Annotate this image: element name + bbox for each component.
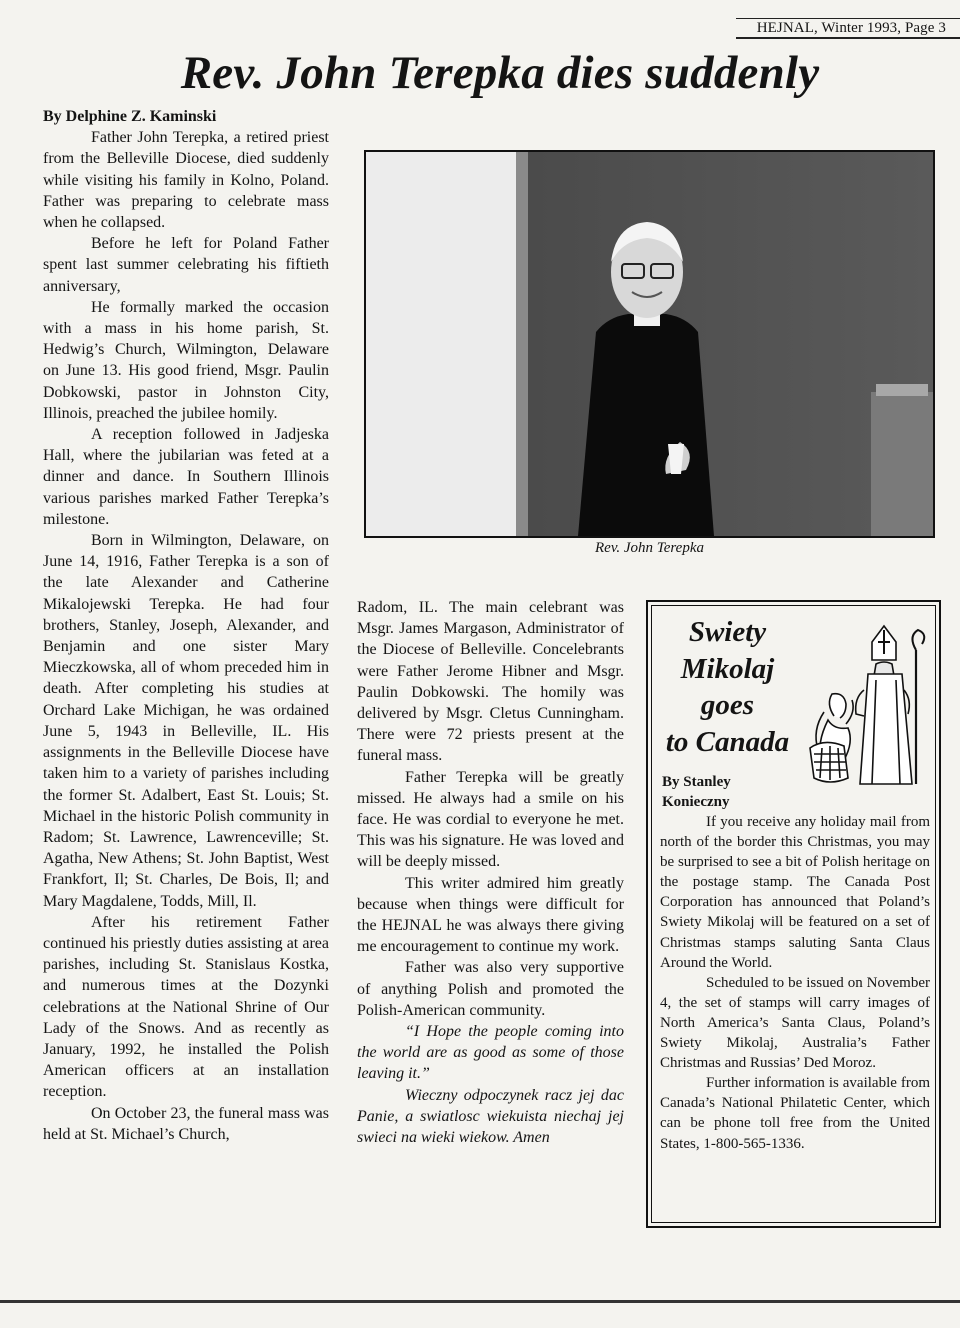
article-paragraph: Before he left for Poland Father spent last summer celebrating his fiftieth anniversary, <box>43 235 329 295</box>
sidebar-paragraph: If you receive any holiday mail from north of the border this Christmas, you may be surprised to see a bit of Polish heritage on the postage stamp. The Canada Post Corporation has announced that Poland’s Swiety Mikolaj will be featured on a set of Christmas stamps saluting Santa Claus Around the World. <box>660 814 930 971</box>
sidebar-byline-line: By Stanley <box>662 774 731 790</box>
sidebar-title-line: Mikolaj <box>680 652 775 685</box>
sidebar-body <box>660 812 930 1154</box>
footer-rule <box>0 1300 960 1303</box>
header-rule <box>736 37 960 39</box>
article-paragraph: A reception followed in Jadjeska Hall, where the jubilarian was feted at a dinner and dance. In Southern Illinois various parishes marked Father Terepka’s milestone. <box>43 426 329 528</box>
article-column-2 <box>357 597 624 1148</box>
article-byline: By Delphine Z. Kaminski <box>43 108 217 125</box>
article-paragraph: Radom, IL. The main celebrant was Msgr. James Margason, Administrator of the Diocese of Belleville. Concelebrants were Father Jerome Hibner and Msgr. Paulin Dobkowski. The homily was delivered by Msgr. Cletus Cunningham. There were 72 priests present at the funeral mass. <box>357 599 624 765</box>
sidebar-title-line: to Canada <box>665 725 790 758</box>
sidebar-paragraph: Further information is available from Canada’s National Philatetic Center, which can be phone toll free from the United States, 1-800-565-1336. <box>660 1075 930 1152</box>
photo-caption: Rev. John Terepka <box>595 540 704 556</box>
sidebar-title-line: Swiety <box>688 616 767 648</box>
priest-photo <box>364 150 935 538</box>
article-paragraph: On October 23, the funeral mass was held at St. Michael’s Church, <box>43 1104 329 1143</box>
sidebar-byline-line: Konieczny <box>662 794 730 810</box>
sidebar-title <box>655 614 800 760</box>
quote-paragraph: “I Hope the people coming into the world are as good as some of those leaving it.” <box>357 1023 624 1083</box>
article-paragraph: He formally marked the occasion with a mass in his home parish, St. Hedwig’s Church, Wilmington, Delaware on June 13. His good friend, Msgr. Paulin Dobkowski, pastor in Johnston City, Illinois, preached the jubilee homily. <box>43 298 329 422</box>
header-top-line <box>736 18 960 19</box>
priest-photo-image <box>366 152 933 536</box>
article-paragraph: Born in Wilmington, Delaware, on June 14, 1916, Father Terepka is a son of the late Alexander and Catherine Mikalojewski Terepka. He had four brothers, Stanley, Joseph, Alexander, and Benjamin and one sister Mary Mieczkowska, all of whom preceded him in death. After completing his studies at Orchard Lake Michigan, he was ordained June 5, 1943 in Belleville, IL. His assignments in the Belleville Diocese have taken him to a variety of parishes including the former St. Adalbert, East St. Louis; St. Michael in the historic Polish community in Radom; St. Lawrence, Lawrenceville; St. Agatha, New Athens; St. John Baptist, West Frankfort, Il; St. Charles, De Bois, Il; and Mary Magdalene, Todds, Mill, Il. <box>43 532 329 910</box>
article-paragraph: Father Terepka will be greatly missed. He always had a smile on his face. He was cordial to everyone he met. This was his signature. He was loved and will be deeply missed. <box>357 768 624 871</box>
article-headline: Rev. John Terepka dies suddenly <box>180 47 820 99</box>
article-paragraph: This writer admired him greatly because when things were difficult for the HEJNAL he was always there giving me encouragement to continue my work. <box>357 874 624 956</box>
sidebar-byline <box>662 772 731 812</box>
sidebar-paragraph: Scheduled to be issued on November 4, the set of stamps will carry images of North America’s Santa Claus, Poland’s Swiety Mikolaj, Australia’s Father Christmas and Russias’ Ded Moroz. <box>660 974 930 1072</box>
article-paragraph: Father was also very supportive of anything Polish and promoted the Polish-American community. <box>357 959 624 1019</box>
running-head: HEJNAL, Winter 1993, Page 3 <box>756 20 946 36</box>
sidebar-title-line: goes <box>700 689 755 721</box>
article-paragraph: After his retirement Father continued his priestly duties assisting at area parishes, including St. Stanislaus Kostka, and numerous times at the Dozynki celebrations at the National Shrine of Our Lady of the Snows. And as recently as January, 1992, he installed the Polish American officers at an installation reception. <box>43 913 329 1101</box>
article-column-1 <box>43 106 329 1145</box>
prayer-paragraph: Wieczny odpoczynek racz jej dac Panie, a swiatlosc wiekuista niechaj jej swieci na wieki wiekow. Amen <box>357 1086 624 1147</box>
article-paragraph: Father John Terepka, a retired priest from the Belleville Diocese, died suddenly while visiting his family in Kolno, Poland. Father was preparing to celebrate mass when he collapsed. <box>43 129 329 232</box>
saint-nicholas-illustration <box>804 620 932 792</box>
